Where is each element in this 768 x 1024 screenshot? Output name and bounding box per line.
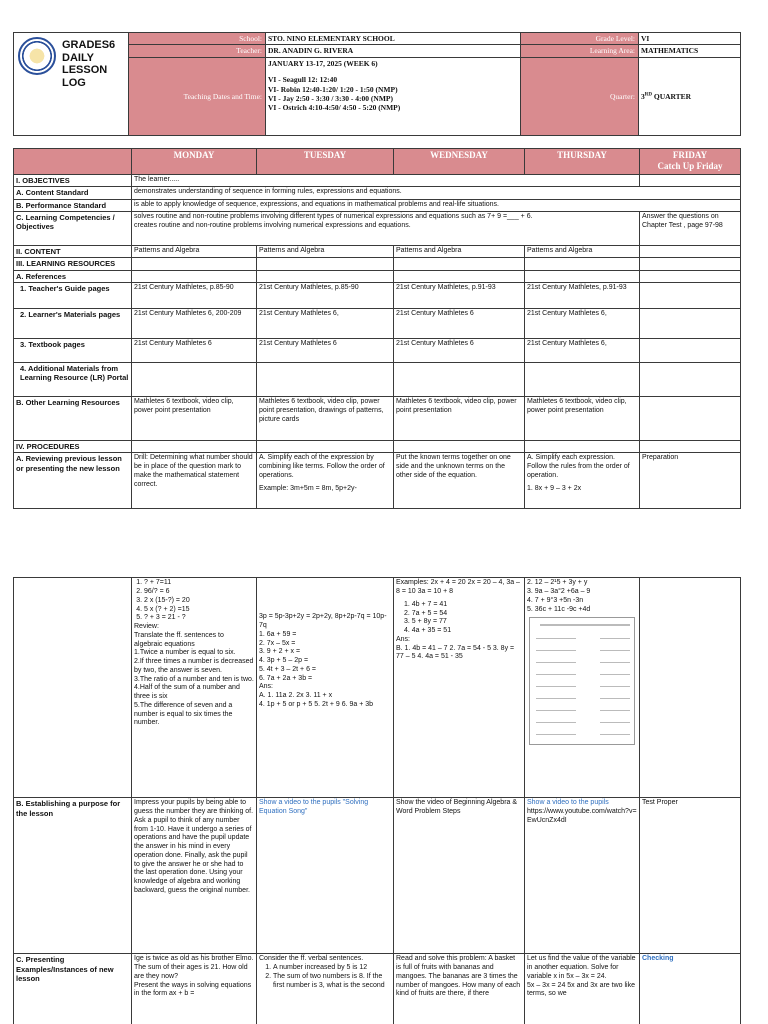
content-mon: Patterns and Algebra: [132, 245, 257, 257]
cont-mon: 1. ? + 7=11 2. 96/? = 6 3. 2 x (15-?) = 20 4. 5 x (? + 2) =15 5. ? + 3 = 21 - ? Review: Translate the ff. sentences to algebraic equations 1.Twice a number is equal to six. 2.If three times a number is decreased by two, the answer is seven. 3.The ratio of a number and ten is two. 4.Half of the sum of a number and three is six 5.The difference of seven and a number is equal to six times the number.: [132, 578, 257, 798]
lm-mon: 21st Century Mathletes 6, 200-209: [132, 309, 257, 339]
cont-thu: 2. 12 – 2¹5 + 3y + y 3. 9a – 3a°2 +6a – 9 4. 7 + 9°3 +5n -3n 5. 36c + 11c -9c +4d: [525, 578, 640, 798]
present-label: C. Presenting Examples/Instances of new lesson: [14, 954, 132, 1024]
olr-thu: Mathletes 6 textbook, video clip, power point presentation: [525, 397, 640, 441]
purpose-label: B. Establishing a purpose for the lesson: [14, 798, 132, 954]
present-wed: Read and solve this problem: A basket is full of fruits with bananas and mangoes. The bananas are 3 times the number of mangoes. How many of each kind of fruits are there, if there: [394, 954, 525, 1024]
lesson-log-page: [13, 32, 740, 1024]
purpose-fri: Test Proper: [640, 798, 741, 954]
deped-seal-icon: [18, 37, 56, 75]
tb-label: 3. Textbook pages: [14, 339, 132, 363]
grade-value: VI: [639, 33, 741, 45]
cont-tue: 3p = 5p-3p+2y = 2p+2y, 8p+2p-7q = 10p-7q 1. 6a + 59 = 2. 7x – 5x = 3. 9 + 2 + x = 4. 3p + 5 – 2p = 5. 4t + 3 – 2t + 6 = 6. 7a + 2a + 3b = Ans: A. 1. 11a 2. 2x 3. 11 + x 4. 1p + 5 or p + 5 5. 2t + 9 6. 9a + 3b: [257, 578, 394, 798]
olr-mon: Mathletes 6 textbook, video clip, power point presentation: [132, 397, 257, 441]
refs-label: A. References: [14, 270, 132, 282]
tb-wed: 21st Century Mathletes 6: [394, 339, 525, 363]
lc-label: C. Learning Competencies / Objectives: [14, 211, 132, 245]
rev-fri: Preparation: [640, 453, 741, 509]
rev-tue: A. Simplify each of the expression by combining like terms. Follow the order of operations. Example: 3m+5m = 8m, 5p+2y-: [257, 453, 394, 509]
day-thursday: THURSDAY: [525, 148, 640, 174]
video-link[interactable]: https://www.youtube.com/watch?v=EwUcnZx4dI: [527, 808, 637, 824]
content-tue: Patterns and Algebra: [257, 245, 394, 257]
content-wed: Patterns and Algebra: [394, 245, 525, 257]
olr-label: B. Other Learning Resources: [14, 397, 132, 441]
purpose-wed: Show the video of Beginning Algebra & Word Problem Steps: [394, 798, 525, 954]
cont-wed: Examples: 2x + 4 = 20 2x = 20 – 4, 3a – 8 = 10 3a = 10 + 8 1. 4b + 7 = 41 2. 7a + 5 = 54 3. 5 + 8y = 77 4. 4a + 35 = 51 Ans: B. 1. 4b = 41 – 7 2. 7a = 54 - 5 3. 8y = 77 – 5 4. 4a = 51 - 35: [394, 578, 525, 798]
perf-std-text: is able to apply knowledge of sequence, expressions, and equations in mathematical problems and real-life situations.: [132, 199, 741, 211]
day-monday: MONDAY: [132, 148, 257, 174]
content-label: II. CONTENT: [14, 245, 132, 257]
rev-label: A. Reviewing previous lesson or presenting the new lesson: [14, 453, 132, 509]
area-label: Learning Area:: [521, 45, 639, 57]
tg-thu: 21st Century Mathletes, p.91-93: [525, 283, 640, 309]
am-label: 4. Additional Materials from Learning Resource (LR) Portal: [14, 363, 132, 397]
tb-thu: 21st Century Mathletes 6,: [525, 339, 640, 363]
objectives-text: The learner.....: [132, 174, 640, 186]
content-std-label: A. Content Standard: [14, 187, 132, 199]
rev-thu: A. Simplify each expression. Follow the rules from the order of operation. 1. 8x + 9 – 3 + 2x: [525, 453, 640, 509]
present-tue: Consider the ff. verbal sentences. 1. A number increased by 5 is 12 2. The sum of two numbers is 8. If the first number is 3, what is the second: [257, 954, 394, 1024]
teacher-value: DR. ANADIN G. RIVERA: [266, 45, 521, 57]
tg-wed: 21st Century Mathletes, p.91-93: [394, 283, 525, 309]
tg-mon: 21st Century Mathletes, p.85-90: [132, 283, 257, 309]
purpose-mon: Impress your pupils by being able to guess the number they are thinking of. Ask a pupil to think of any number from 1-10. Have it undergo a series of operations and have the pupil update the answer in his mind in every operation done. Finally, ask the pupil to give the answer he or she had to the last operation done. Using your knowledge of algebra and working backward, guess the original number.: [132, 798, 257, 954]
tg-label: 1. Teacher's Guide pages: [14, 283, 132, 309]
school-value: STO. NINO ELEMENTARY SCHOOL: [266, 33, 521, 45]
purpose-thu: Show a video to the pupils https://www.youtube.com/watch?v=EwUcnZx4dI: [525, 798, 640, 954]
olr-wed: Mathletes 6 textbook, video clip, power point presentation: [394, 397, 525, 441]
dll-title: GRADES6 DAILY LESSON LOG: [62, 39, 116, 89]
proc-label: IV. PROCEDURES: [14, 441, 132, 453]
content-std-text: demonstrates understanding of sequence in forming rules, expressions and equations.: [132, 187, 741, 199]
tg-tue: 21st Century Mathletes, p.85-90: [257, 283, 394, 309]
day-tuesday: TUESDAY: [257, 148, 394, 174]
quarter-label: Quarter:: [521, 57, 639, 135]
main-table: [13, 148, 741, 510]
lm-wed: 21st Century Mathletes 6: [394, 309, 525, 339]
header-table: [13, 32, 741, 136]
lm-thu: 21st Century Mathletes 6,: [525, 309, 640, 339]
lm-tue: 21st Century Mathletes 6,: [257, 309, 394, 339]
lr-label: III. LEARNING RESOURCES: [14, 258, 132, 270]
drill-list: 1. ? + 7=11 2. 96/? = 6 3. 2 x (15-?) = 20 4. 5 x (? + 2) =15 5. ? + 3 = 21 - ?: [134, 579, 254, 623]
worksheet-thumbnail-icon: [529, 617, 635, 745]
area-value: MATHEMATICS: [639, 45, 741, 57]
continuation-table: [13, 577, 741, 1024]
school-label: School:: [129, 33, 266, 45]
rev-mon: Drill: Determining what number should be in place of the question mark to make the mathematical statement correct.: [132, 453, 257, 509]
present-fri: Checking: [640, 954, 741, 1024]
olr-tue: Mathletes 6 textbook, video clip, power point presentation, drawings of patterns, picture cards: [257, 397, 394, 441]
lc-text: solves routine and non-routine problems involving different types of numerical expressions and equations such as 7+ 9 =___ + 6. creates routine and non-routine problems involving numerical expressions and equations.: [132, 211, 640, 245]
grade-label: Grade Level:: [521, 33, 639, 45]
tb-tue: 21st Century Mathletes 6: [257, 339, 394, 363]
logo-cell: [14, 33, 129, 136]
tb-mon: 21st Century Mathletes 6: [132, 339, 257, 363]
lm-label: 2. Learner's Materials pages: [14, 309, 132, 339]
day-wednesday: WEDNESDAY: [394, 148, 525, 174]
rev-wed: Put the known terms together on one side and the unknown terms on the other side of the equation.: [394, 453, 525, 509]
present-thu: Let us find the value of the variable in another equation. Solve for variable x in 5x – 3x = 24. 5x – 3x = 24 5x and 3x are two like terms, so we: [525, 954, 640, 1024]
blank-head: [14, 148, 132, 174]
perf-std-label: B. Performance Standard: [14, 199, 132, 211]
present-mon: Ige is twice as old as his brother Elmo. The sum of their ages is 21. How old are they now? Present the ways in solving equations in the form ax + b =: [132, 954, 257, 1024]
content-thu: Patterns and Algebra: [525, 245, 640, 257]
teacher-label: Teacher:: [129, 45, 266, 57]
lc-friday: Answer the questions on Chapter Test , page 97-98: [640, 211, 741, 245]
day-friday: FRIDAY Catch Up Friday: [640, 148, 741, 174]
dates-label: Teaching Dates and Time:: [129, 57, 266, 135]
purpose-tue: Show a video to the pupils "Solving Equation Song": [257, 798, 394, 954]
dates-value: JANUARY 13-17, 2025 (WEEK 6) VI - Seagull 12: 12:40 VI- Robin 12:40-1:20/ 1:20 - 1:50 (NMP) VI - Jay 2:50 - 3:30 / 3:30 - 4:00 (NMP) VI - Ostrich 4:10-4:50/ 4:50 - 5:20 (NMP): [266, 57, 521, 135]
objectives-label: I. OBJECTIVES: [14, 174, 132, 186]
quarter-value: 3RD QUARTER: [639, 57, 741, 135]
